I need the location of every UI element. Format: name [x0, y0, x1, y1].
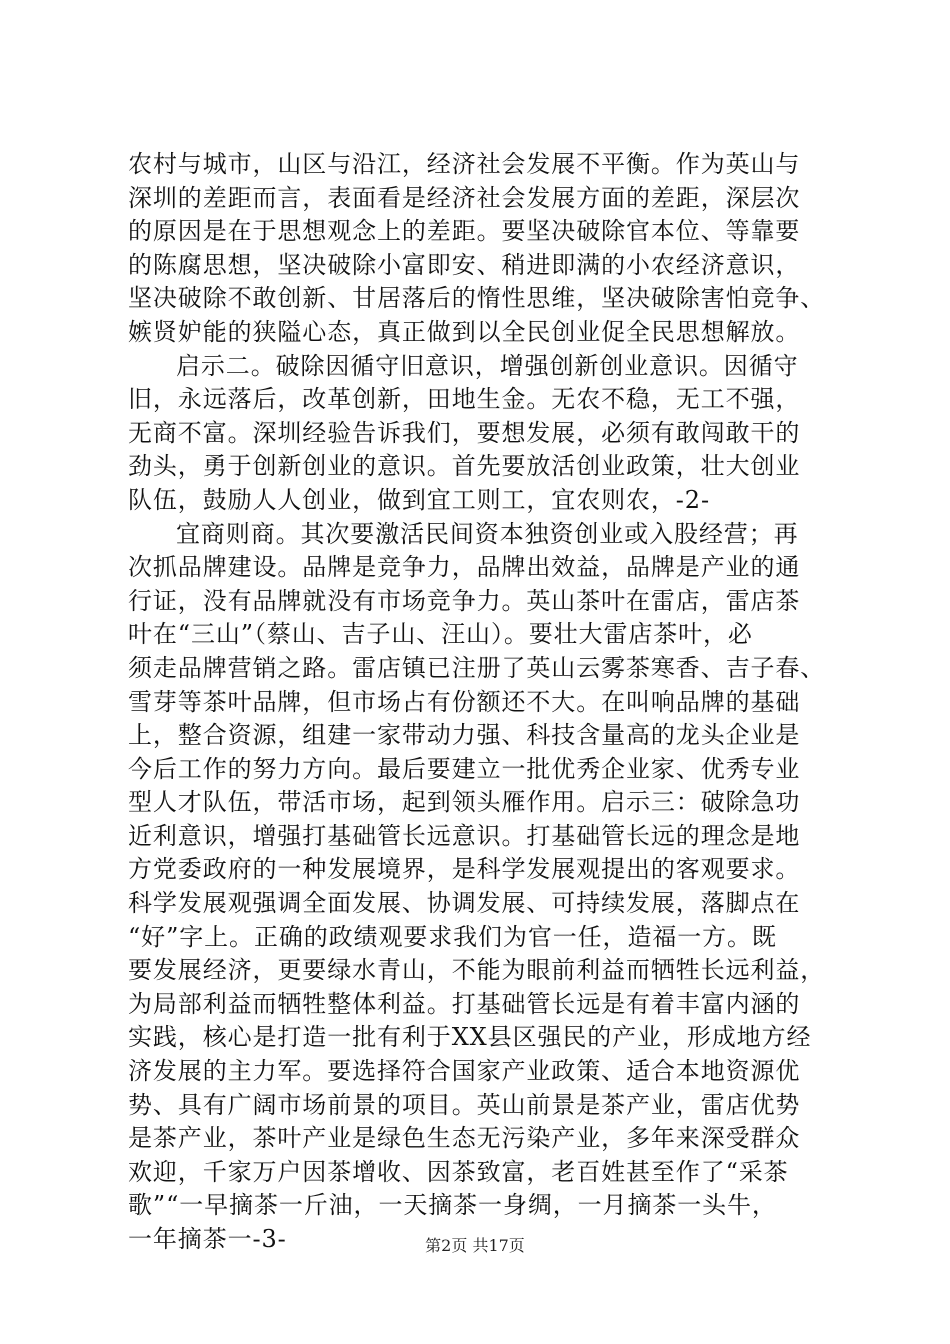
text-line: 嫉贤妒能的狭隘心态，真正做到以全民创业促全民思想解放。 — [128, 317, 801, 346]
text-line: 科学发展观强调全面发展、协调发展、可持续发展，落脚点在 — [128, 889, 801, 918]
text-line: 型人才队伍，带活市场，起到领头雁作用。启示三：破除急功 — [128, 788, 801, 817]
text-line: 为局部利益而牺牲整体利益。打基础管长远是有着丰富内涵的 — [128, 989, 801, 1018]
page-number-footer: 第2页 共17页 — [425, 1236, 525, 1255]
text-line: 一年摘茶一-3- — [128, 1225, 287, 1253]
document-body — [128, 148, 828, 1257]
text-line: 要发展经济，更要绿水青山，不能为眼前利益而牺牲长远利益， — [128, 956, 826, 985]
text-line: 歌”“一早摘茶一斤油，一天摘茶一身绸，一月摘茶一头牛， — [128, 1191, 777, 1220]
text-line: 叶在“三山”（蔡山、吉子山、汪山）。要壮大雷店茶叶，必 — [128, 620, 753, 649]
text-line: 无商不富。深圳经验告诉我们，要想发展，必须有敢闯敢干的 — [128, 418, 801, 447]
text-line: 的陈腐思想，坚决破除小富即安、稍进即满的小农经济意识， — [128, 250, 801, 279]
text-line: 势、具有广阔市场前景的项目。英山前景是茶产业，雷店优势 — [128, 1090, 801, 1119]
text-line: 上，整合资源，组建一家带动力强、科技含量高的龙头企业是 — [128, 721, 801, 750]
text-line: 的原因是在于思想观念上的差距。要坚决破除官本位、等靠要 — [128, 217, 801, 246]
text-line: 次抓品牌建设。品牌是竞争力，品牌出效益，品牌是产业的通 — [128, 553, 801, 582]
text-line: 旧，永远落后，改革创新，田地生金。无农不稳，无工不强， — [128, 385, 801, 414]
paragraph-start-line: 启示二。破除因循守旧意识，增强创新创业意识。因循守 — [176, 351, 799, 380]
paragraph-start-line: 宜商则商。其次要激活民间资本独资创业或入股经营；再 — [176, 519, 799, 548]
text-line: 行证，没有品牌就没有市场竞争力。英山茶叶在雷店，雷店茶 — [128, 586, 801, 615]
text-line: 雪芽等茶叶品牌，但市场占有份额还不大。在叫响品牌的基础 — [128, 687, 801, 716]
text-line: 农村与城市，山区与沿江，经济社会发展不平衡。作为英山与 — [128, 150, 801, 178]
text-line: “好”字上。正确的政绩观要求我们为官一任，造福一方。既 — [128, 922, 777, 951]
text-line: 坚决破除不敢创新、甘居落后的惰性思维，坚决破除害怕竞争、 — [128, 284, 826, 313]
text-line: 实践，核心是打造一批有利于XX县区强民的产业，形成地方经 — [128, 1023, 812, 1052]
text-line: 劲头，勇于创新创业的意识。首先要放活创业政策，壮大创业 — [128, 452, 801, 481]
text-line: 是茶产业，茶叶产业是绿色生态无污染产业，多年来深受群众 — [128, 1124, 801, 1153]
text-line: 近利意识，增强打基础管长远意识。打基础管长远的理念是地 — [128, 821, 801, 850]
text-line: 今后工作的努力方向。最后要建立一批优秀企业家、优秀专业 — [128, 754, 801, 783]
text-line: 须走品牌营销之路。雷店镇已注册了英山云雾茶寒香、吉子春、 — [128, 653, 826, 682]
text-line: 欢迎，千家万户因茶增收、因茶致富，老百姓甚至作了“采茶 — [128, 1157, 789, 1186]
text-line: 济发展的主力军。要选择符合国家产业政策、适合本地资源优 — [128, 1057, 801, 1086]
text-line: 深圳的差距而言，表面看是经济社会发展方面的差距，深层次 — [128, 183, 801, 212]
text-line: 队伍，鼓励人人创业，做到宜工则工，宜农则农，-2- — [128, 485, 710, 514]
text-line: 方党委政府的一种发展境界，是科学发展观提出的客观要求。 — [128, 855, 801, 884]
